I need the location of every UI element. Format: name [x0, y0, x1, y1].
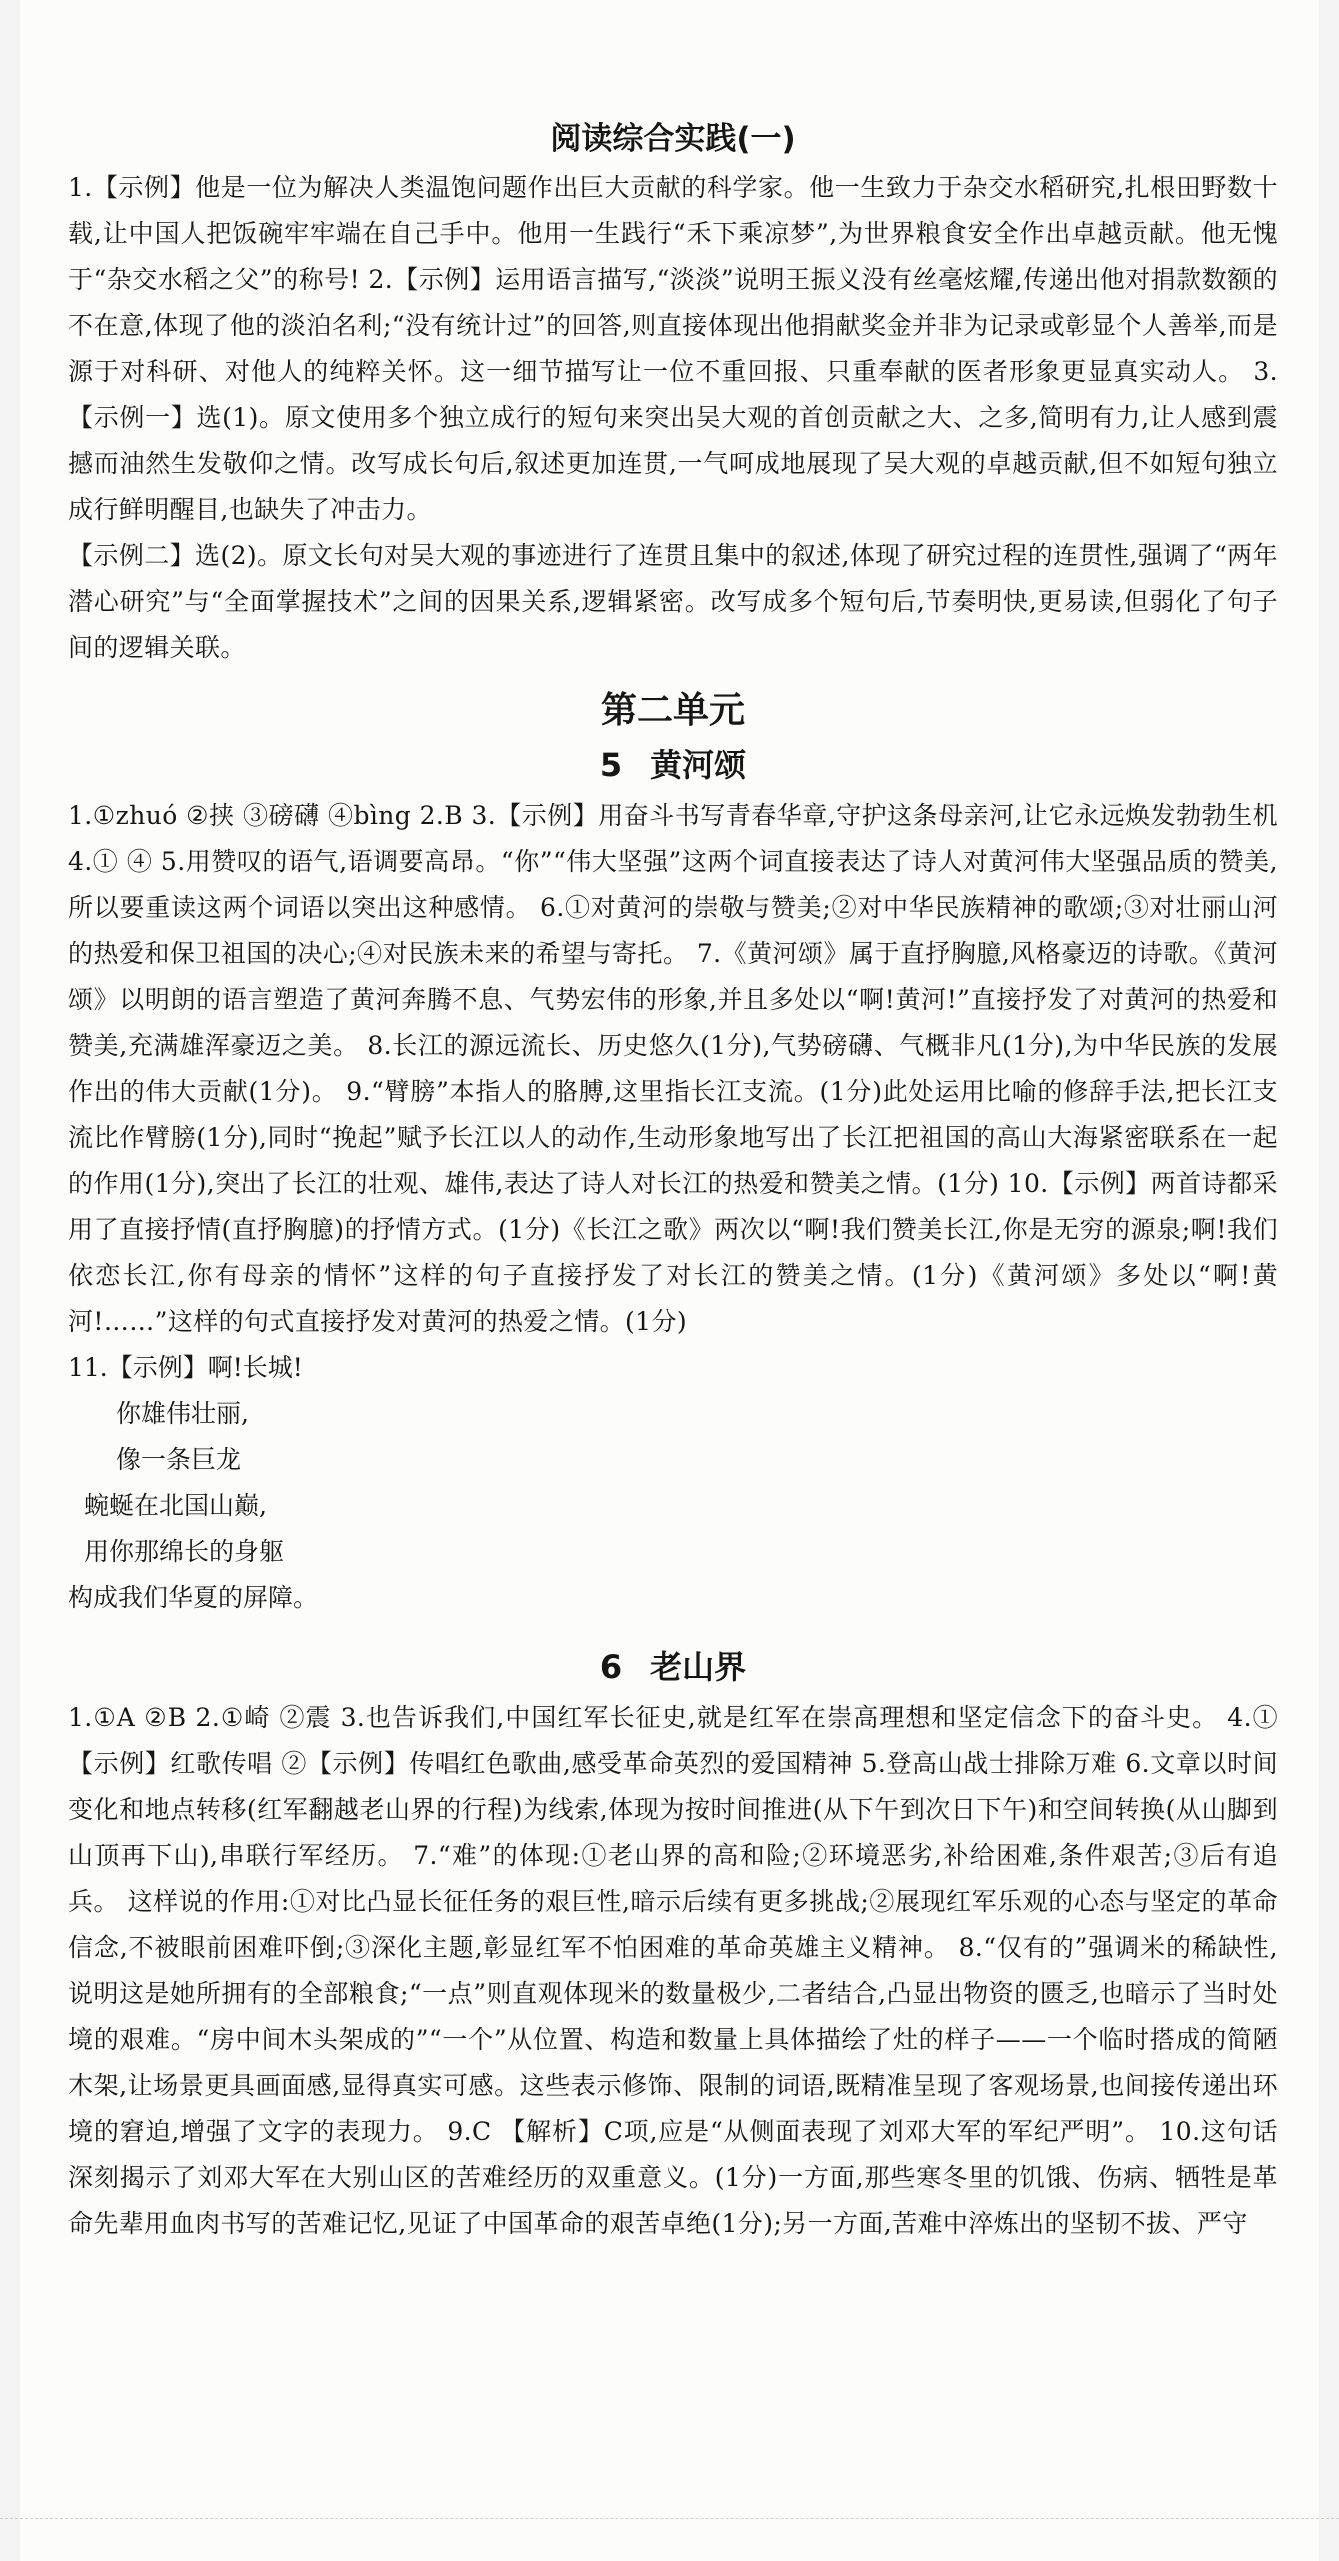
poem-line: 蜿蜒在北国山巅,: [84, 1491, 267, 1520]
lesson-number: 6: [599, 1648, 623, 1686]
bottom-divider: [0, 2518, 1339, 2519]
poem-line: 用你那绵长的身躯: [84, 1537, 285, 1566]
lesson-6-title: [68, 1641, 1278, 1693]
unit-title: 第二单元: [600, 690, 745, 731]
poem: [68, 1391, 1278, 1621]
reading-practice-title: 阅读综合实践(一): [550, 121, 796, 157]
poem-line: 像一条巨龙: [116, 1445, 242, 1474]
answer-page: [20, 0, 1319, 2561]
lesson-number: 5: [599, 746, 623, 784]
lesson-name: 黄河颂: [650, 746, 747, 784]
reading-practice-example-two: 【示例二】选(2)。原文长句对吴大观的事迹进行了连贯且集中的叙述,体现了研究过程的连贯性,强调了“两年潜心研究”与“全面掌握技术”之间的因果关系,逻辑紧密。改写成多个短句后,节奏明快,更易读,但弱化了句子间的逻辑关联。: [68, 541, 1278, 662]
lesson-6-answers: 1.①A ②B 2.①崎 ②震 3.也告诉我们,中国红军长征史,就是红军在崇高理想和坚定信念下的奋斗史。 4.①【示例】红歌传唱 ②【示例】传唱红色歌曲,感受革命英烈的爱国精神 5.登高山战士排除万难 6.文章以时间变化和地点转移(红军翻越老山界的行程)为线索,体现为按时间推进(从下午到次日下午)和空间转换(从山脚到山顶再下山),串联行军经历。 7.“难”的体现:①老山界的高和险;②环境恶劣,补给困难,条件艰苦;③后有追兵。 这样说的作用:①对比凸显长征任务的艰巨性,暗示后续有更多挑战;②展现红军乐观的心态与坚定的革命信念,不被眼前困难吓倒;③深化主题,彰显红军不怕困难的革命英雄主义精神。 8.“仅有的”强调米的稀缺性,说明这是她所拥有的全部粮食;“一点”则直观体现米的数量极少,二者结合,凸显出物资的匮乏,也暗示了当时处境的艰难。“房中间木头架成的”“一个”从位置、构造和数量上具体描绘了灶的样子——一个临时搭成的简陋木架,让场景更具画面感,显得真实可感。这些表示修饰、限制的词语,既精准呈现了客观场景,也间接传递出环境的窘迫,增强了文字的表现力。 9.C 【解析】C项,应是“从侧面表现了刘邓大军的军纪严明”。 10.这句话深刻揭示了刘邓大军在大别山区的苦难经历的双重意义。(1分)一方面,那些寒冬里的饥饿、伤病、牺牲是革命先辈用血肉书写的苦难记忆,见证了中国革命的艰苦卓绝(1分);另一方面,苦难中淬炼出的坚韧不拔、严守: [68, 1703, 1278, 2238]
lesson-name: 老山界: [650, 1648, 747, 1686]
poem-heading: 11.【示例】啊!长城!: [68, 1353, 303, 1382]
poem-line: 你雄伟壮丽,: [116, 1399, 249, 1428]
page-content: [68, 115, 1278, 2247]
reading-practice-answers: 1.【示例】他是一位为解决人类温饱问题作出巨大贡献的科学家。他一生致力于杂交水稻研究,扎根田野数十载,让中国人把饭碗牢牢端在自己手中。他用一生践行“禾下乘凉梦”,为世界粮食安全作出卓越贡献。他无愧于“杂交水稻之父”的称号! 2.【示例】运用语言描写,“淡淡”说明王振义没有丝毫炫耀,传递出他对捐款数额的不在意,体现了他的淡泊名利;“没有统计过”的回答,则直接体现出他捐献奖金并非为记录或彰显个人善举,而是源于对科研、对他人的纯粹关怀。这一细节描写让一位不重回报、只重奉献的医者形象更显真实动人。 3.【示例一】选(1)。原文使用多个独立成行的短句来突出吴大观的首创贡献之大、之多,简明有力,让人感到震撼而油然生发敬仰之情。改写成长句后,叙述更加连贯,一气呵成地展现了吴大观的卓越贡献,但不如短句独立成行鲜明醒目,也缺失了冲击力。: [68, 173, 1278, 524]
lesson-5-answers: 1.①zhuó ②挟 ③磅礴 ④bìng 2.B 3.【示例】用奋斗书写青春华章,守护这条母亲河,让它永远焕发勃勃生机 4.① ④ 5.用赞叹的语气,语调要高昂。“你”“伟大坚强”这两个词直接表达了诗人对黄河伟大坚强品质的赞美,所以要重读这两个词语以突出这种感情。 6.①对黄河的崇敬与赞美;②对中华民族精神的歌颂;③对壮丽山河的热爱和保卫祖国的决心;④对民族未来的希望与寄托。 7.《黄河颂》属于直抒胸臆,风格豪迈的诗歌。《黄河颂》以明朗的语言塑造了黄河奔腾不息、气势宏伟的形象,并且多处以“啊!黄河!”直接抒发了对黄河的热爱和赞美,充满雄浑豪迈之美。 8.长江的源远流长、历史悠久(1分),气势磅礴、气概非凡(1分),为中华民族的发展作出的伟大贡献(1分)。 9.“臂膀”本指人的胳膊,这里指长江支流。(1分)此处运用比喻的修辞手法,把长江支流比作臂膀(1分),同时“挽起”赋予长江以人的动作,生动形象地写出了长江把祖国的高山大海紧密联系在一起的作用(1分),突出了长江的壮观、雄伟,表达了诗人对长江的热爱和赞美之情。(1分) 10.【示例】两首诗都采用了直接抒情(直抒胸臆)的抒情方式。(1分)《长江之歌》两次以“啊!我们赞美长江,你是无穷的源泉;啊!我们依恋长江,你有母亲的情怀”这样的句子直接抒发了对长江的赞美之情。(1分)《黄河颂》多处以“啊!黄河!……”这样的句式直接抒发对黄河的热爱之情。(1分): [68, 801, 1278, 1336]
lesson-5-title: [68, 739, 1278, 791]
poem-line: 构成我们华夏的屏障。: [68, 1583, 319, 1612]
